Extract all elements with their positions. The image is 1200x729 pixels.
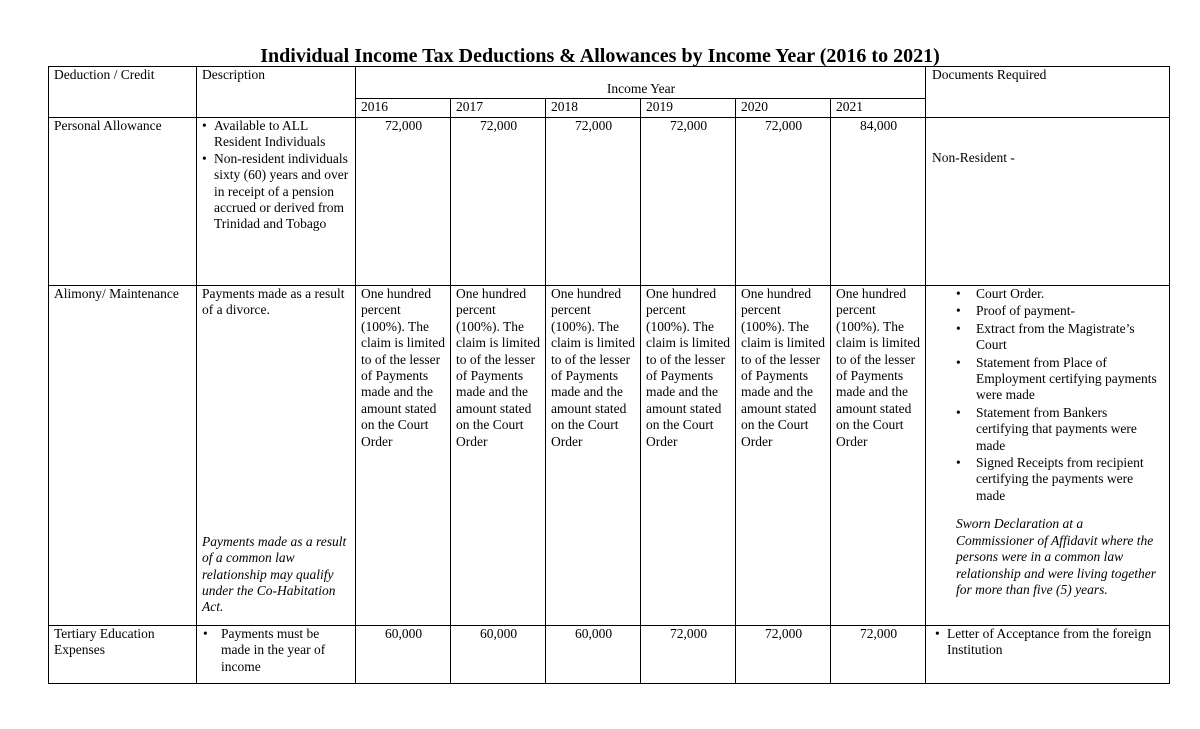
description-cell: [197, 626, 356, 684]
year-2021: 2021: [831, 98, 926, 117]
value-2018: One hundred percent (100%). The claim is limited to of the lesser of Payments made and the amount stated on the Court Order: [546, 286, 641, 626]
year-2016: 2016: [356, 98, 451, 117]
description-item: • Available to ALL Resident Individuals: [202, 118, 351, 151]
value-2017: One hundred percent (100%). The claim is limited to of the lesser of Payments made and the amount stated on the Court Order: [451, 286, 546, 626]
description-cell: [197, 286, 356, 626]
year-2019: 2019: [641, 98, 736, 117]
description-cell: [197, 118, 356, 286]
value-2020: One hundred percent (100%). The claim is limited to of the lesser of Payments made and the amount stated on the Court Order: [736, 286, 831, 626]
page-title: Individual Income Tax Deductions & Allowances by Income Year (2016 to 2021): [260, 45, 940, 67]
deduction-name: Alimony/ Maintenance: [49, 286, 197, 626]
value-2018: 72,000: [546, 118, 641, 286]
document-item: • Letter of Acceptance from the foreign Institution: [935, 626, 1165, 659]
documents-cell: [926, 286, 1170, 626]
document-item: • Extract from the Magistrate’s Court: [931, 321, 1163, 354]
value-2019: 72,000: [641, 626, 736, 684]
header-income-year: Income Year: [356, 67, 926, 99]
document-item: • Proof of payment-: [931, 303, 1163, 319]
documents-cell: [926, 118, 1170, 286]
value-2021: One hundred percent (100%). The claim is limited to of the lesser of Payments made and the amount stated on the Court Order: [831, 286, 926, 626]
deductions-table: [48, 66, 1170, 684]
header-deduction: Deduction / Credit: [49, 67, 197, 118]
document-item: • Statement from Place of Employment certifying payments were made: [931, 355, 1163, 404]
header-row: [49, 67, 1170, 99]
documents-cell: [926, 626, 1170, 684]
document-item: • Signed Receipts from recipient certifying the payments were made: [931, 455, 1163, 504]
row-alimony: [49, 286, 1170, 626]
value-2019: 72,000: [641, 118, 736, 286]
value-2016: 60,000: [356, 626, 451, 684]
description-item: • Non-resident individuals sixty (60) years and over in receipt of a pension accrued or derived from Trinidad and Tobago: [202, 151, 351, 233]
value-2017: 60,000: [451, 626, 546, 684]
description-text: Payments made as a result of a divorce.: [202, 286, 345, 318]
documents-text: Non-Resident -: [932, 150, 1015, 165]
document-item: • Court Order.: [931, 286, 1163, 302]
description-item: • Payments must be made in the year of income: [202, 626, 351, 675]
header-description: Description: [197, 67, 356, 118]
header-documents: Documents Required: [926, 67, 1170, 118]
value-2021: 72,000: [831, 626, 926, 684]
year-2018: 2018: [546, 98, 641, 117]
value-2017: 72,000: [451, 118, 546, 286]
value-2020: 72,000: [736, 626, 831, 684]
value-2019: One hundred percent (100%). The claim is limited to of the lesser of Payments made and the amount stated on the Court Order: [641, 286, 736, 626]
year-2017: 2017: [451, 98, 546, 117]
description-note: Payments made as a result of a common law relationship may qualify under the Co-Habitation Act.: [202, 533, 347, 615]
value-2016: 72,000: [356, 118, 451, 286]
value-2016: One hundred percent (100%). The claim is limited to of the lesser of Payments made and the amount stated on the Court Order: [356, 286, 451, 626]
row-tertiary-education: [49, 626, 1170, 684]
value-2018: 60,000: [546, 626, 641, 684]
document-item: • Statement from Bankers certifying that payments were made: [931, 405, 1163, 454]
row-personal-allowance: [49, 118, 1170, 286]
year-2020: 2020: [736, 98, 831, 117]
documents-note: Sworn Declaration at a Commissioner of Affidavit where the persons were in a common law relationship and were living together for more than five (5) years.: [956, 516, 1157, 597]
value-2020: 72,000: [736, 118, 831, 286]
value-2021: 84,000: [831, 118, 926, 286]
deduction-name: Personal Allowance: [49, 118, 197, 286]
deduction-name: Tertiary Education Expenses: [49, 626, 197, 684]
